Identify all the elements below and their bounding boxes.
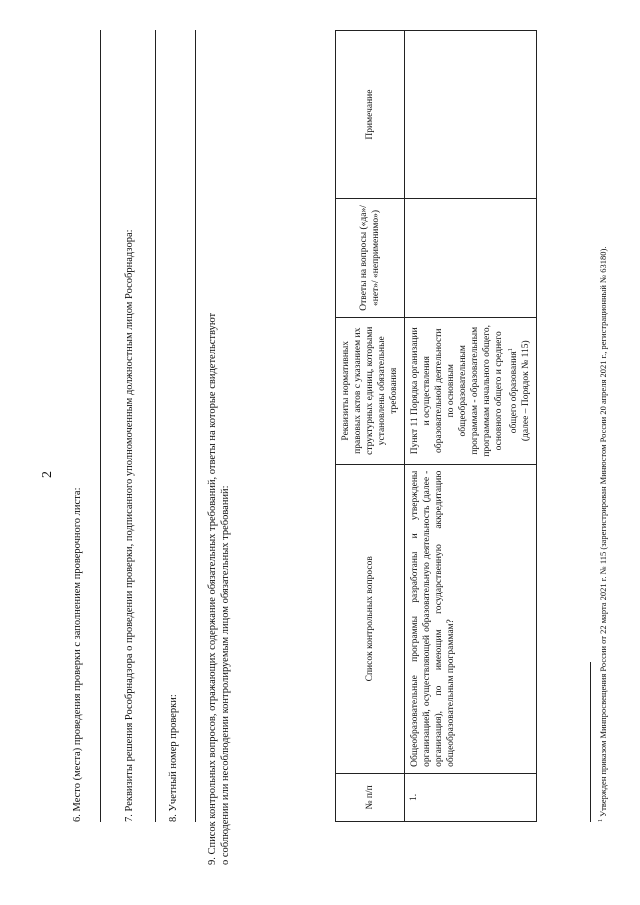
item-9-paragraph [206, 30, 232, 865]
row-reference-footnote-mark: 1 [508, 348, 514, 352]
item-7-fill-line [155, 30, 156, 822]
header-question: Список контрольных вопросов [336, 464, 405, 773]
item-8-text: 8. Учетный номер проверки: [168, 694, 179, 822]
row-question: Общеобразовательные программы разработаны и утверждены организацией, осуществляющей образовательную деятельность (далее - организация), по имеющим государственную аккредитацию общеобразовательным программам? [405, 464, 537, 773]
header-answers: Ответы на вопросы («да»/ «нет»/ «неприменимо») [336, 199, 405, 318]
footnote [598, 247, 608, 822]
row-reference-tail: (далее – Порядок № 115) [521, 340, 532, 442]
footnote-separator [590, 662, 591, 822]
requirements-table [335, 30, 537, 822]
header-reference: Реквизиты нормативных правовых актов с указанием их структурных единиц, которыми установлены обязательные требования [336, 317, 405, 464]
row-num: 1. [405, 773, 537, 821]
row-note-cell [405, 31, 537, 199]
item-8-fill-line [195, 30, 196, 822]
footnote-mark: 1 [598, 819, 605, 822]
table-header-row [336, 31, 405, 822]
item-9-line-2: о соблюдении или несоблюдении контролируемым лицом обязательных требований: [220, 485, 231, 865]
rotated-landscape-sheet [30, 30, 620, 880]
header-num: № п/п [336, 773, 405, 821]
row-reference [405, 317, 537, 464]
footnote-text: Утвержден приказом Минпросвещения России от 22 марта 2021 г. № 115 (зарегистрирован Минюстом России 20 апреля 2021 г., регистрационный № 63180). [598, 246, 608, 817]
page-number: 2 [40, 471, 55, 478]
item-9-line-1: 9. Список контрольных вопросов, отражающих содержание обязательных требований, ответы на которые свидетельствуют [207, 312, 218, 865]
table-row [405, 31, 537, 822]
item-7-text: 7. Реквизиты решения Рособрнадзора о проведении проверки, подписанного уполномоченным должностным лицом Рособрнадзора: [124, 229, 135, 822]
row-reference-text: Пункт 11 Порядка организации и осуществления образовательной деятельности по основным общеобразовательным программам - образовательным программам начального общего, основного общего и среднего общего образования [410, 324, 520, 457]
row-answer-cell [405, 199, 537, 318]
header-note: Примечание [336, 31, 405, 199]
item-6-text: 6. Место (места) проведения проверки с заполнением проверочного листа: [72, 487, 83, 822]
item-6-fill-line [100, 30, 101, 822]
